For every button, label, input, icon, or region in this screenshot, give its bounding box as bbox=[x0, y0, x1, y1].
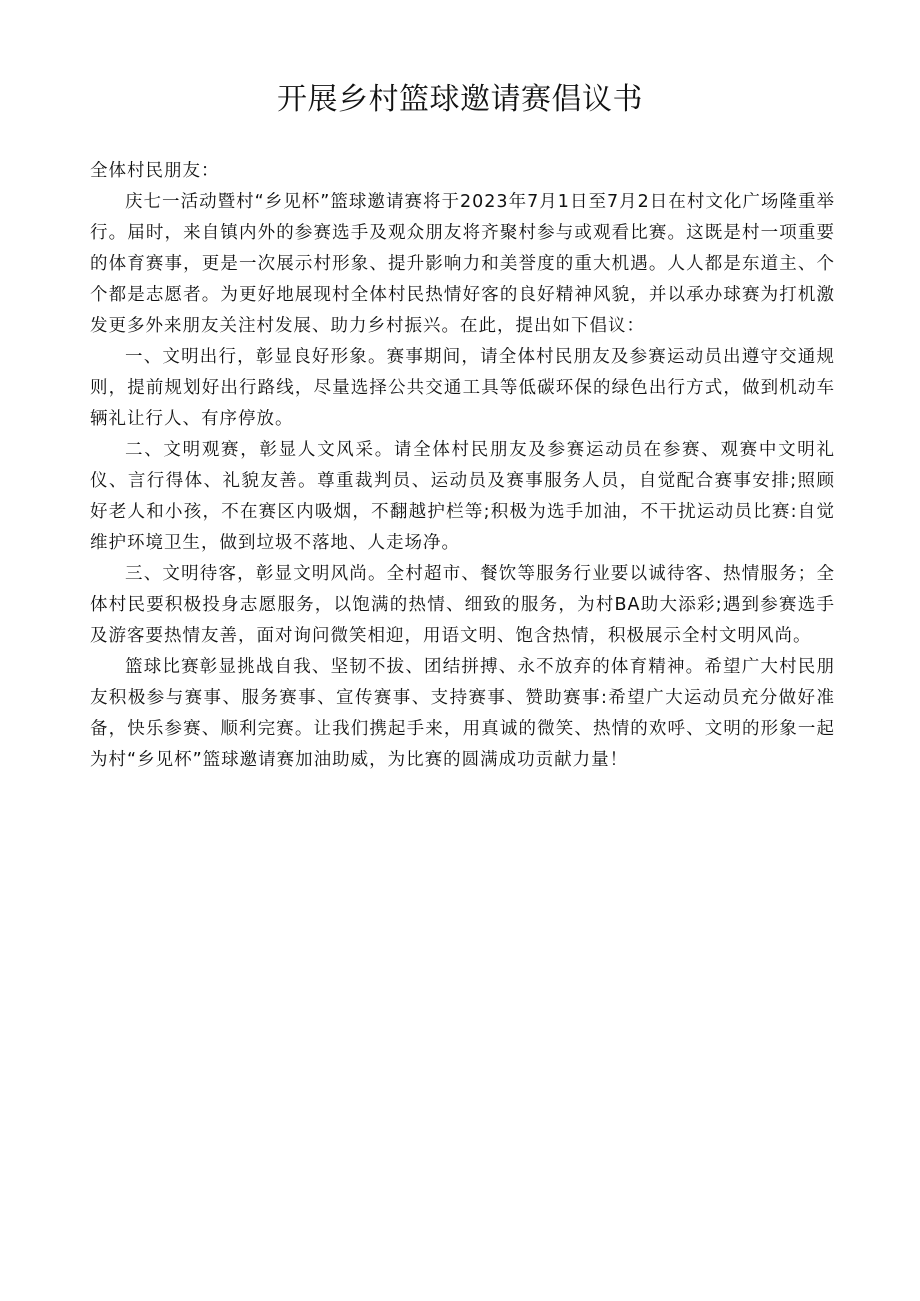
salutation: 全体村民朋友： bbox=[90, 161, 220, 181]
document-title: 开展乡村篮球邀请赛倡议书 bbox=[277, 82, 643, 117]
document-body bbox=[90, 156, 835, 776]
paragraph-proposal-2: 二、文明观赛，彰显人文风采。请全体村民朋友及参赛运动员在参赛、观赛中文明礼仪、言行得体、礼貌友善。尊重裁判员、运动员及赛事服务人员，自觉配合赛事安排;照顾好老人和小孩，不在赛区内吸烟，不翻越护栏等;积极为选手加油，不干扰运动员比赛:自觉维护环境卫生，做到垃圾不落地、人走场净。 bbox=[90, 440, 835, 553]
paragraph-closing: 篮球比赛彰显挑战自我、坚韧不拔、团结拼搏、永不放弃的体育精神。希望广大村民朋友积极参与赛事、服务赛事、宣传赛事、支持赛事、赞助赛事:希望广大运动员充分做好准备，快乐参赛、顺利完赛。让我们携起手来，用真诚的微笑、热情的欢呼、文明的形象一起为村“乡见杯”篮球邀请赛加油助威，为比赛的圆满成功贡献力量！ bbox=[90, 657, 835, 770]
paragraph-proposal-1: 一、文明出行，彰显良好形象。赛事期间，请全体村民朋友及参赛运动员出遵守交通规则，提前规划好出行路线，尽量选择公共交通工具等低碳环保的绿色出行方式，做到机动车辆礼让行人、有序停放。 bbox=[90, 347, 835, 429]
paragraph-proposal-3: 三、文明待客，彰显文明风尚。全村超市、餐饮等服务行业要以诚待客、热情服务；全体村民要积极投身志愿服务，以饱满的热情、细致的服务，为村BA助大添彩;遇到参赛选手及游客要热情友善，面对询问微笑相迎，用语文明、饱含热情，积极展示全村文明风尚。 bbox=[90, 564, 835, 646]
paragraph-intro: 庆七一活动暨村“乡见杯”篮球邀请赛将于2023年7月1日至7月2日在村文化广场隆重举行。届时，来自镇内外的参赛选手及观众朋友将齐聚村参与或观看比赛。这既是村一项重要的体育赛事，更是一次展示村形象、提升影响力和美誉度的重大机遇。人人都是东道主、个个都是志愿者。为更好地展现村全体村民热情好客的良好精神风貌，并以承办球赛为打机激发更多外来朋友关注村发展、助力乡村振兴。在此，提出如下倡议： bbox=[90, 192, 835, 336]
